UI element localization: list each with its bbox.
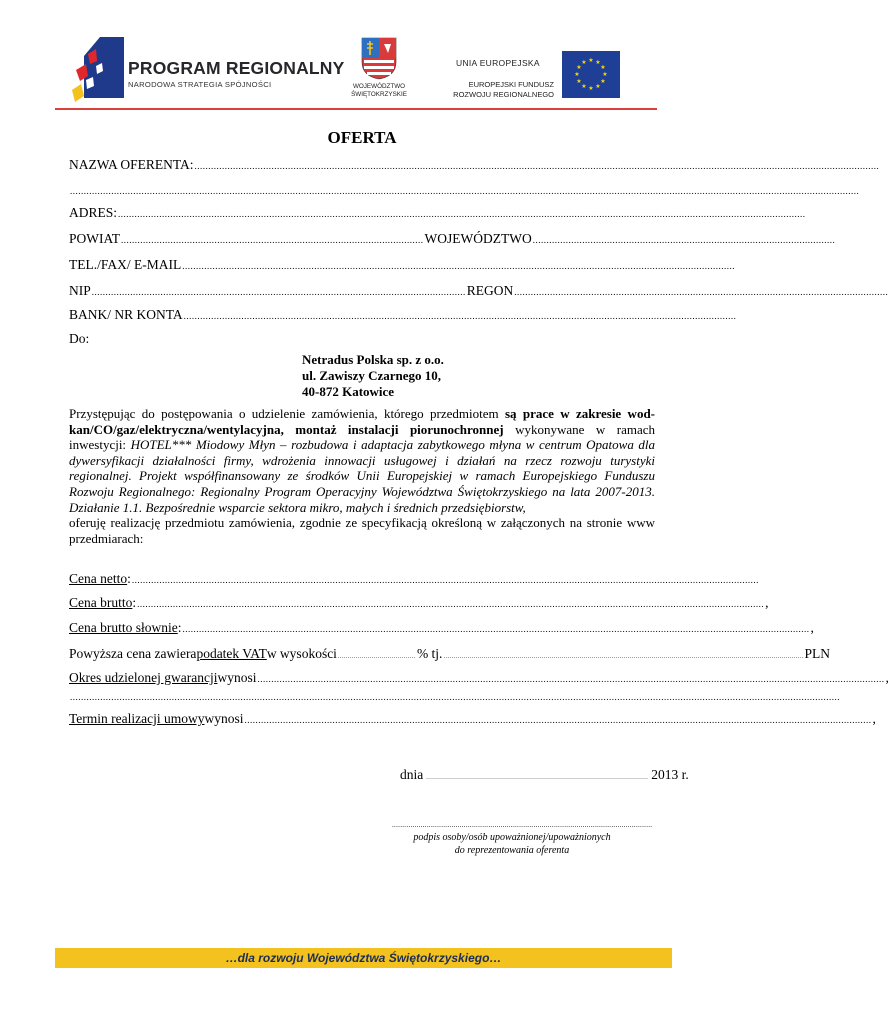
- svg-text:★: ★: [576, 64, 582, 71]
- eu-flag-icon: [562, 51, 620, 98]
- contract-term-field[interactable]: Termin realizacji umowy wynosi .................................................................................................................................................................................................................................... ,: [69, 711, 876, 726]
- project-description: HOTEL*** Miodowy Młyn – rozbudowa i adaptacja zabytkowego młyna w centrum Opatowa dla dywersyfikacji działalności firmy, wdrożenia innowacji usługowej i działań na rzecz rozwoju turystyki regionalnej. Projekt współfinansowany ze środków Unii Europejskiej w ramach Europejskiego Funduszu Rozwoju Regionalnego: Regionalny Program Operacyjny Województwa Świętokrzyskiego na lata 2007-2013. Działanie 1.1. Bezpośrednie wsparcie sektora mikro, małych i średnich przedsiębiorstw,: [69, 437, 655, 515]
- bank-account-field[interactable]: BANK/ NR KONTA .........................................................................................................................................................................................................: [69, 307, 737, 322]
- voivodeship-name: WOJEWÓDZTWO ŚWIĘTOKRZYSKIE: [351, 83, 407, 98]
- scope-of-work: są prace w zakresie wod-kan/CO/gaz/elektryczna/wentylacyjna, montaż instalacji piorunochronnej: [69, 406, 655, 437]
- gross-price-words-field[interactable]: Cena brutto słownie : .................................................................................................................................................................................................................................... ,: [69, 620, 814, 635]
- svg-text:★: ★: [576, 78, 582, 85]
- svg-text:★: ★: [581, 83, 587, 90]
- oferent-name-field[interactable]: NAZWA OFERENTA: .........................................................................................................................................................................................................................................................: [69, 157, 880, 172]
- signature-line[interactable]: ...............................................................................................................................: [392, 821, 653, 829]
- eu-stars: [562, 51, 620, 98]
- address-field[interactable]: ADRES: ..........................................................................................................................................................................................................................................................: [69, 205, 806, 220]
- recipient-address: Netradus Polska sp. z o.o. ul. Zawiszy Czarnego 10, 40-872 Katowice: [302, 352, 444, 399]
- svg-text:★: ★: [600, 78, 606, 85]
- nip-regon-field[interactable]: NIP ........................................................................................................................................ REGON ........................................................................................................................................: [69, 283, 889, 298]
- eu-title: UNIA EUROPEJSKA: [456, 58, 540, 68]
- voivodeship-crest-icon: [360, 36, 398, 80]
- offer-statement: Przystępując do postępowania o udzielenie zamówienia, którego przedmiotem są prace w zakresie wod-kan/CO/gaz/elektryczna/wentylacyjna, montaż instalacji piorunochronnej wykonywane w ramach inwestycji: HOTEL*** Miodowy Młyn – rozbudowa i adaptacja zabytkowego młyna w centrum Opatowa dla dywersyfikacji działalności firmy, wdrożenia innowacji usługowej i działań na rzecz rozwoju turystyki regionalnej. Projekt współfinansowany ze środków Unii Europejskiej w ramach Europejskiego Funduszu Rozwoju Regionalnego: Regionalny Program Operacyjny Województwa Świętokrzyskiego na lata 2007-2013. Działanie 1.1. Bezpośrednie wsparcie sektora mikro, małych i średnich przedsiębiorstw, oferuję realizację przedmiotu zamówienia, zgodnie ze specyfikacją określoną w załączonych na stronie www przedmiarach:: [69, 406, 655, 546]
- program-subtitle: NARODOWA STRATEGIA SPÓJNOŚCI: [128, 80, 272, 89]
- svg-text:★: ★: [602, 71, 608, 78]
- svg-text:★: ★: [600, 64, 606, 71]
- header-divider: [55, 108, 657, 110]
- warranty-field[interactable]: Okres udzielonej gwarancji wynosi .................................................................................................................................................................................................................................... ,: [69, 670, 889, 685]
- eu-fund-name: EUROPEJSKI FUNDUSZ ROZWOJU REGIONALNEGO: [453, 80, 554, 99]
- contact-field[interactable]: TEL./FAX/ E-MAIL .........................................................................................................................................................................................................: [69, 257, 735, 272]
- powiat-wojewodztwo-field[interactable]: POWIAT .............................................................................................................. WOJEWÓDZTWO ..............................................................................................................: [69, 231, 836, 246]
- svg-text:★: ★: [581, 59, 587, 66]
- gross-price-field[interactable]: Cena brutto : .................................................................................................................................................................................................................................... ,: [69, 595, 769, 610]
- warranty-field-line2[interactable]: ........................................................................................................................................................................................................................................................................................: [70, 692, 840, 702]
- net-price-field[interactable]: Cena netto : ....................................................................................................................................................................................................................................: [69, 571, 759, 586]
- program-title: PROGRAM REGIONALNY: [128, 58, 345, 78]
- svg-text:★: ★: [574, 71, 580, 78]
- date-field[interactable]: dnia ............................................................................................................... 2013 r.: [400, 767, 689, 782]
- page-header: [0, 0, 724, 112]
- program-regionalny-logo: [70, 34, 126, 104]
- document-title: OFERTA: [327, 128, 397, 147]
- svg-text:★: ★: [588, 57, 594, 64]
- footer-slogan: …dla rozwoju Województwa Świętokrzyskiego…: [55, 948, 672, 968]
- svg-text:★: ★: [595, 59, 601, 66]
- svg-text:★: ★: [595, 83, 601, 90]
- vat-field[interactable]: Powyższa cena zawiera podatek VAT w wysokości ....................................... % tj. .................................................................................................................................................................................... PLN: [69, 646, 830, 661]
- svg-text:★: ★: [588, 85, 594, 92]
- signature-caption: podpis osoby/osób upoważnionej/upoważnionych do reprezentowania oferenta: [413, 832, 611, 856]
- to-label: Do:: [69, 331, 90, 346]
- oferent-name-field-line2[interactable]: ...............................................................................................................................................................................................................................................................................................: [70, 186, 860, 196]
